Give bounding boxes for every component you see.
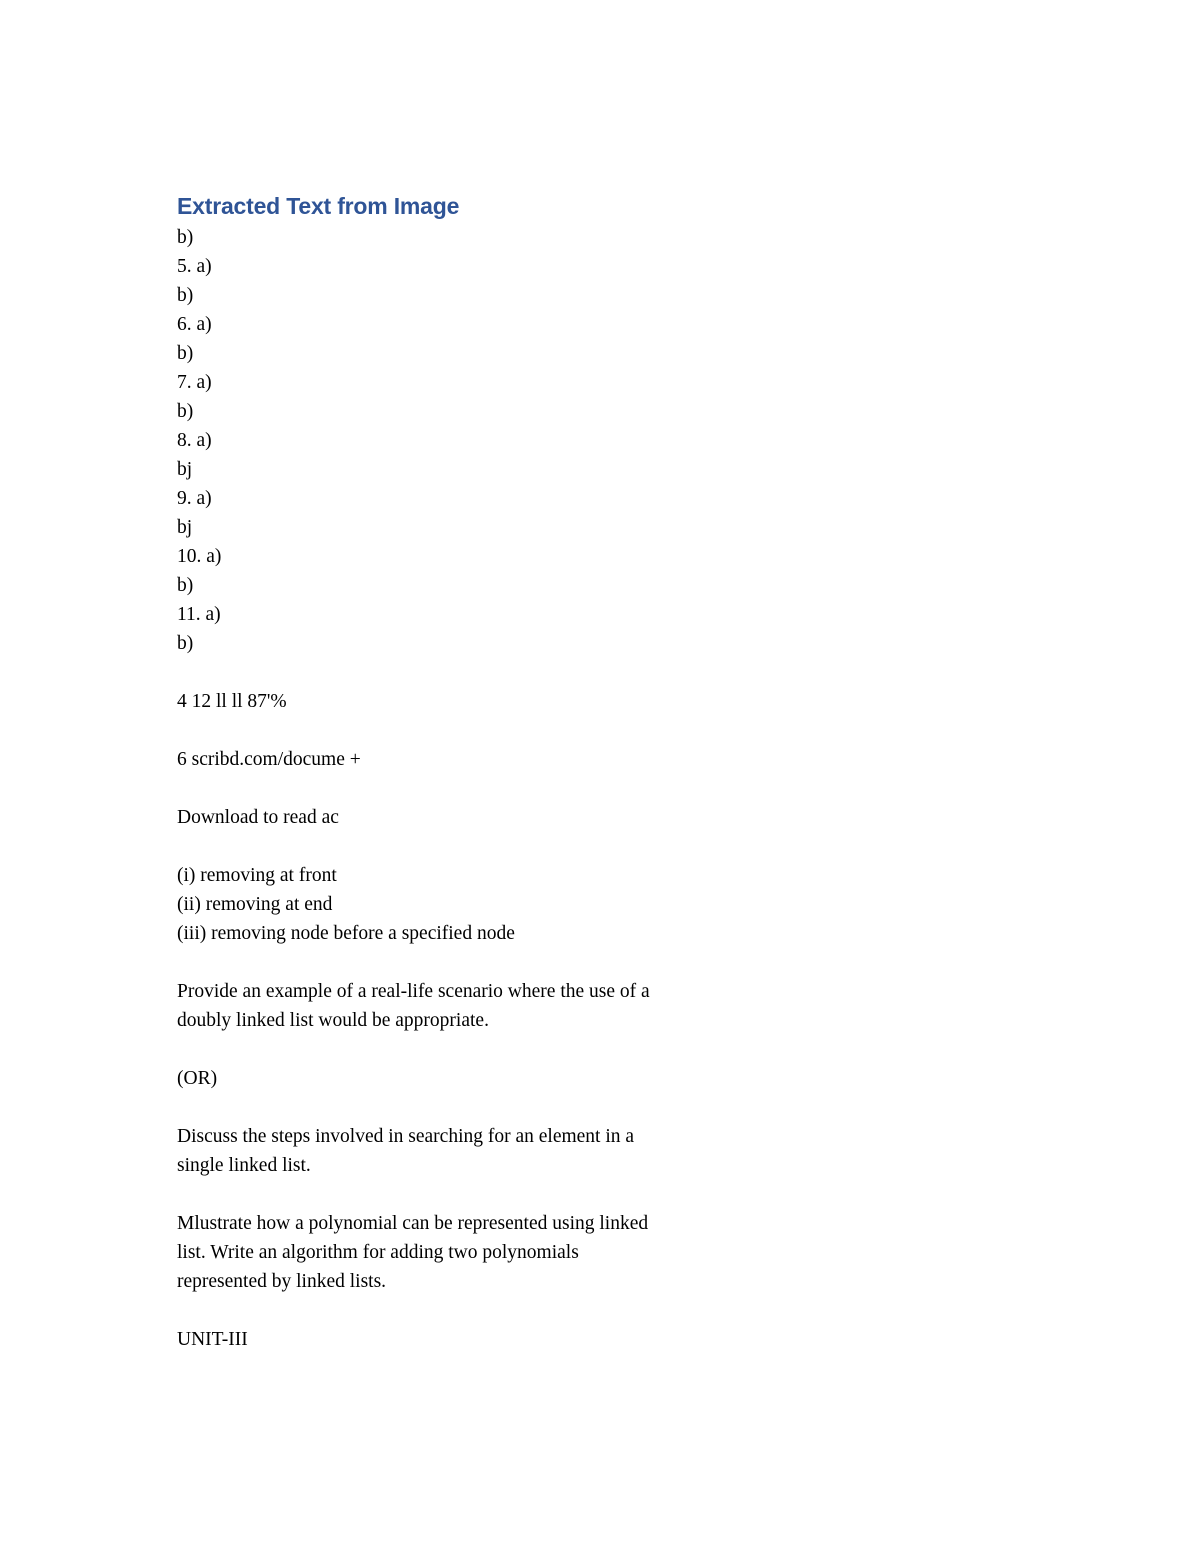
status-line: 4 12 ll ll 87'% [177,691,287,712]
answer-line: b) [177,575,194,596]
question-polynomial [177,1209,797,1296]
paragraph-line: Discuss the steps involved in searching for an element in a [177,1126,635,1147]
spacer [177,658,797,687]
removing-item: (i) removing at front [177,865,337,886]
answer-line: b) [177,343,194,364]
answer-line: bj [177,517,193,538]
answer-line: b) [177,285,194,306]
spacer [177,1296,797,1325]
removing-item: (iii) removing node before a specified node [177,923,515,944]
url-line: 6 scribd.com/docume + [177,749,361,770]
answer-line: 9. a) [177,488,212,509]
spacer [177,1093,797,1122]
answer-line: 7. a) [177,372,212,393]
or-label: (OR) [177,1068,218,1089]
question-search [177,1122,797,1180]
spacer [177,832,797,861]
paragraph-line: Mlustrate how a polynomial can be represented using linked [177,1213,649,1234]
spacer [177,716,797,745]
paragraph-line: single linked list. [177,1155,311,1176]
paragraph-line: doubly linked list would be appropriate. [177,1010,489,1031]
spacer [177,948,797,977]
document-body [177,190,797,1354]
answer-line: b) [177,633,194,654]
spacer [177,1035,797,1064]
question-doubly-linked [177,977,797,1035]
unit-label: UNIT-III [177,1329,248,1350]
spacer [177,774,797,803]
answer-line: bj [177,459,193,480]
answer-line: 8. a) [177,430,212,451]
answer-list [177,223,797,658]
answer-line: 10. a) [177,546,222,567]
removing-list [177,861,797,948]
paragraph-line: represented by linked lists. [177,1271,387,1292]
answer-line: 6. a) [177,314,212,335]
removing-item: (ii) removing at end [177,894,333,915]
paragraph-line: list. Write an algorithm for adding two polynomials [177,1242,579,1263]
spacer [177,1180,797,1209]
download-line: Download to read ac [177,807,339,828]
answer-line: b) [177,401,194,422]
paragraph-line: Provide an example of a real-life scenario where the use of a [177,981,650,1002]
answer-line: 5. a) [177,256,212,277]
answer-line: 11. a) [177,604,221,625]
answer-line: b) [177,227,194,248]
page-title: Extracted Text from Image [177,193,460,219]
